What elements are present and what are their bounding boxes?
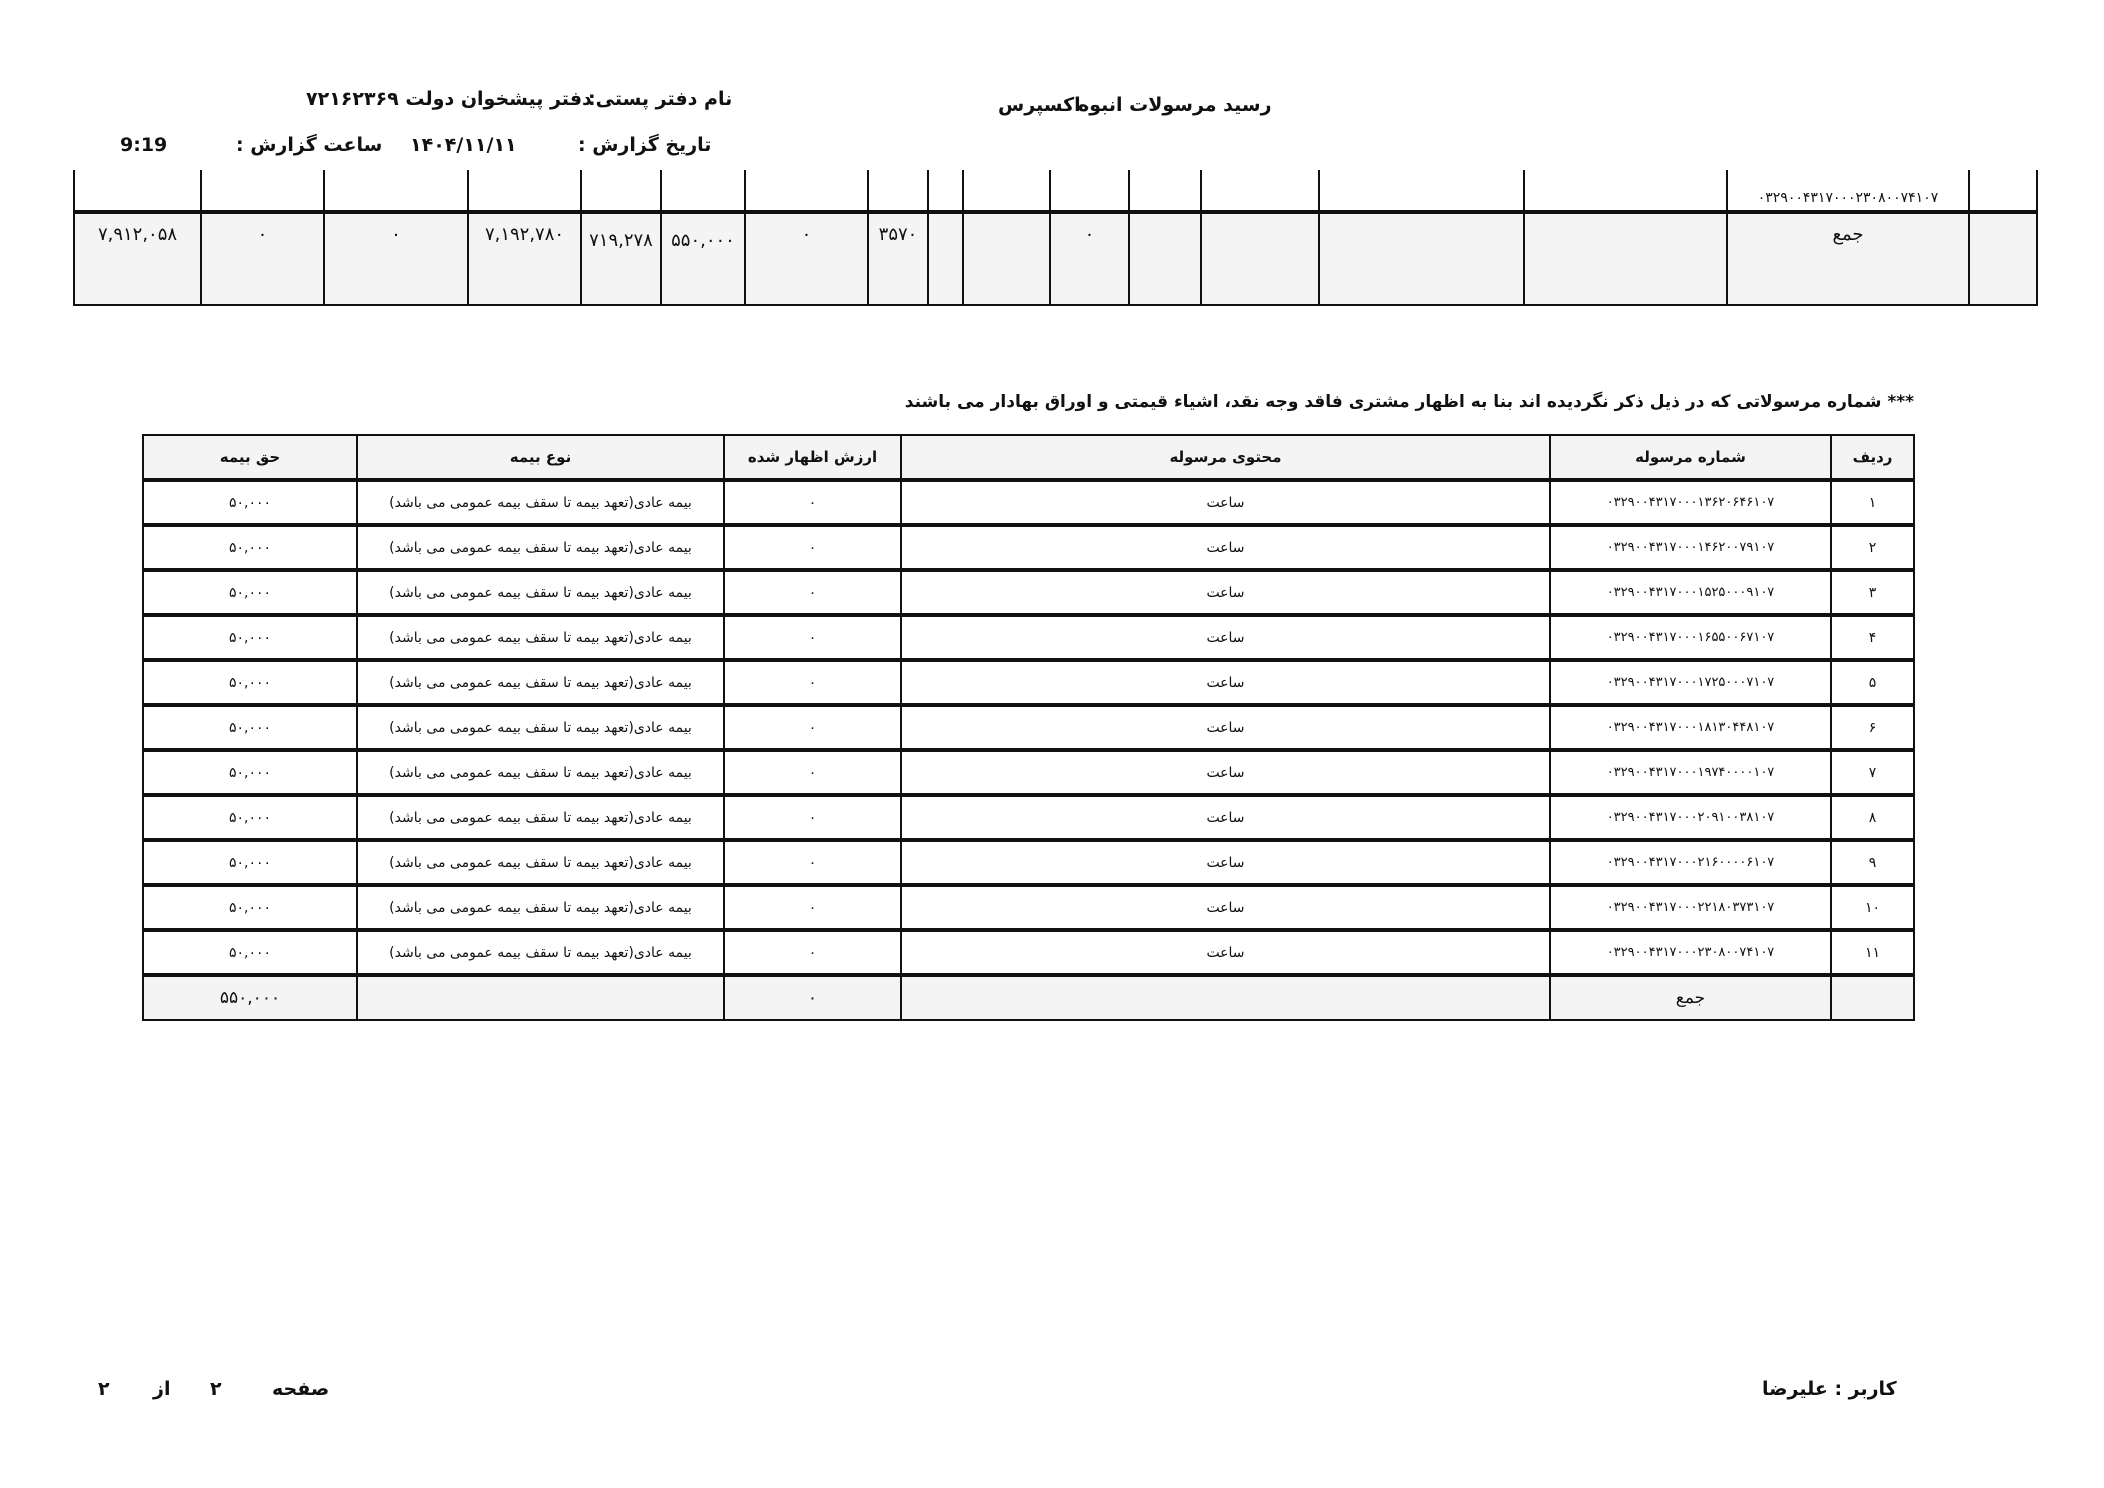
row-no: ۷ <box>1831 750 1914 795</box>
table-row <box>143 885 1914 930</box>
table-row <box>143 840 1914 885</box>
cell <box>963 170 1050 212</box>
content: ساعت <box>901 660 1550 705</box>
report-time-value: 9:19 <box>120 134 168 156</box>
insurance-fee: ۵۰,۰۰۰ <box>143 705 357 750</box>
page-current: ۲ <box>210 1378 222 1400</box>
total-label: جمع <box>1727 212 1969 305</box>
declared-value: ۰ <box>724 795 901 840</box>
content: ساعت <box>901 615 1550 660</box>
insurance-type: بیمه عادی(تعهد بیمه تا سقف بیمه عمومی می باشد) <box>357 660 724 705</box>
column-header-insurance-fee: حق بیمه <box>143 435 357 480</box>
insurance-type: بیمه عادی(تعهد بیمه تا سقف بیمه عمومی می باشد) <box>357 525 724 570</box>
declared-value: ۰ <box>724 705 901 750</box>
insurance-fee: ۵۰,۰۰۰ <box>143 885 357 930</box>
total-label: جمع <box>1550 975 1831 1020</box>
cell <box>74 170 201 212</box>
previous-row <box>74 170 2037 212</box>
tracking-number: ۰۳۲۹۰۰۴۳۱۷۰۰۰۱۹۷۴۰۰۰۰۱۰۷ <box>1550 750 1831 795</box>
user-name: علیرضا <box>1762 1378 1828 1400</box>
insurance-type: بیمه عادی(تعهد بیمه تا سقف بیمه عمومی می باشد) <box>357 480 724 525</box>
content: ساعت <box>901 930 1550 975</box>
carryover-table <box>73 170 2038 306</box>
tracking-number: ۰۳۲۹۰۰۴۳۱۷۰۰۰۱۶۵۵۰۰۶۷۱۰۷ <box>1550 615 1831 660</box>
cell <box>581 170 661 212</box>
cell <box>1201 170 1319 212</box>
column-header-insurance-type: نوع بیمه <box>357 435 724 480</box>
row-no: ۵ <box>1831 660 1914 705</box>
total-postage: ۷,۱۹۲,۷۸۰ <box>468 212 581 305</box>
tracking-number: ۰۳۲۹۰۰۴۳۱۷۰۰۰۲۱۶۰۰۰۰۶۱۰۷ <box>1550 840 1831 885</box>
total-declared-value: ۰ <box>724 975 901 1020</box>
tracking-number: ۰۳۲۹۰۰۴۳۱۷۰۰۰۲۰۹۱۰۰۳۸۱۰۷ <box>1550 795 1831 840</box>
insurance-fee: ۵۰,۰۰۰ <box>143 660 357 705</box>
insurance-type: بیمه عادی(تعهد بیمه تا سقف بیمه عمومی می باشد) <box>357 885 724 930</box>
cell <box>963 212 1050 305</box>
insurance-fee: ۵۰,۰۰۰ <box>143 930 357 975</box>
content: ساعت <box>901 705 1550 750</box>
content: ساعت <box>901 750 1550 795</box>
insurance-type: بیمه عادی(تعهد بیمه تا سقف بیمه عمومی می باشد) <box>357 930 724 975</box>
row-no: ۹ <box>1831 840 1914 885</box>
page-total: ۲ <box>98 1378 110 1400</box>
cell <box>1524 170 1727 212</box>
cell <box>868 170 928 212</box>
insurance-fee: ۵۰,۰۰۰ <box>143 615 357 660</box>
carryover-total-row <box>74 212 2037 305</box>
tracking-number: ۰۳۲۹۰۰۴۳۱۷۰۰۰۱۷۲۵۰۰۰۷۱۰۷ <box>1550 660 1831 705</box>
declared-value: ۰ <box>724 885 901 930</box>
content: ساعت <box>901 885 1550 930</box>
cell <box>901 975 1550 1020</box>
tracking-number: ۰۳۲۹۰۰۴۳۱۷۰۰۰۱۸۱۳۰۴۴۸۱۰۷ <box>1550 705 1831 750</box>
total-zero-3: ۰ <box>201 212 324 305</box>
column-header-row-no: ردیف <box>1831 435 1914 480</box>
column-header-content: محتوی مرسوله <box>901 435 1550 480</box>
declared-value: ۰ <box>724 525 901 570</box>
cell <box>928 170 963 212</box>
column-header-declared-value: ارزش اظهار شده <box>724 435 901 480</box>
cell <box>1050 170 1129 212</box>
cell <box>661 170 745 212</box>
table-row <box>143 525 1914 570</box>
user-label: کاربر : <box>1834 1378 1897 1400</box>
table-row <box>143 615 1914 660</box>
row-no: ۴ <box>1831 615 1914 660</box>
content: ساعت <box>901 480 1550 525</box>
table-row <box>143 930 1914 975</box>
table-row <box>143 660 1914 705</box>
row-no: ۱۰ <box>1831 885 1914 930</box>
total-zero-1: ۰ <box>745 212 868 305</box>
cell <box>1129 170 1201 212</box>
cell <box>1969 212 2037 305</box>
table-row <box>143 750 1914 795</box>
cell <box>1129 212 1201 305</box>
report-time-label: ساعت گزارش : <box>236 134 383 156</box>
grand-total: ۷,۹۱۲,۰۵۸ <box>74 212 201 305</box>
cell <box>1319 170 1524 212</box>
insurance-fee: ۵۰,۰۰۰ <box>143 750 357 795</box>
insurance-fee: ۵۰,۰۰۰ <box>143 570 357 615</box>
insurance-fee: ۵۰,۰۰۰ <box>143 840 357 885</box>
footer-user <box>1762 1378 1897 1400</box>
row-no: ۶ <box>1831 705 1914 750</box>
table-row <box>143 570 1914 615</box>
report-date-label: تاریخ گزارش : <box>578 134 712 156</box>
tracking-number: ۰۳۲۹۰۰۴۳۱۷۰۰۰۱۳۶۲۰۶۴۶۱۰۷ <box>1550 480 1831 525</box>
previous-tracking-number: ۰۳۲۹۰۰۴۳۱۷۰۰۰۲۳۰۸۰۰۷۴۱۰۷ <box>1727 170 1969 212</box>
report-title <box>1078 94 1272 116</box>
declared-value: ۰ <box>724 480 901 525</box>
report-title-text: رسید مرسولات انبوه <box>1078 94 1272 116</box>
cell <box>468 170 581 212</box>
insurance-type: بیمه عادی(تعهد بیمه تا سقف بیمه عمومی می باشد) <box>357 795 724 840</box>
content: ساعت <box>901 525 1550 570</box>
cell <box>1319 212 1524 305</box>
page-of: از <box>153 1378 171 1400</box>
insurance-type: بیمه عادی(تعهد بیمه تا سقف بیمه عمومی می باشد) <box>357 840 724 885</box>
content: ساعت <box>901 840 1550 885</box>
table-row <box>143 705 1914 750</box>
column-header-tracking-number: شماره مرسوله <box>1550 435 1831 480</box>
declared-value: ۰ <box>724 930 901 975</box>
total-insurance: ۵۵۰,۰۰۰ <box>661 212 745 305</box>
row-no: ۲ <box>1831 525 1914 570</box>
declared-value: ۰ <box>724 660 901 705</box>
total-insurance-fee: ۵۵۰,۰۰۰ <box>143 975 357 1020</box>
insurance-type: بیمه عادی(تعهد بیمه تا سقف بیمه عمومی می باشد) <box>357 615 724 660</box>
total-count-zero: ۰ <box>1050 212 1129 305</box>
report-date-value: ۱۴۰۴/۱۱/۱۱ <box>410 134 517 156</box>
row-no: ۳ <box>1831 570 1914 615</box>
cell <box>1524 212 1727 305</box>
declared-items-total-row <box>143 975 1914 1020</box>
table-row <box>143 480 1914 525</box>
cell <box>928 212 963 305</box>
office-label: نام دفتر پستی: <box>588 88 733 110</box>
declared-value: ۰ <box>724 570 901 615</box>
insurance-fee: ۵۰,۰۰۰ <box>143 525 357 570</box>
total-zero-2: ۰ <box>324 212 468 305</box>
row-no: ۱ <box>1831 480 1914 525</box>
declared-value: ۰ <box>724 840 901 885</box>
tracking-number: ۰۳۲۹۰۰۴۳۱۷۰۰۰۲۲۱۸۰۳۷۳۱۰۷ <box>1550 885 1831 930</box>
declared-value: ۰ <box>724 750 901 795</box>
cell <box>1201 212 1319 305</box>
insurance-fee: ۵۰,۰۰۰ <box>143 795 357 840</box>
content: ساعت <box>901 795 1550 840</box>
page-label: صفحه <box>272 1378 330 1400</box>
insurance-type: بیمه عادی(تعهد بیمه تا سقف بیمه عمومی می باشد) <box>357 750 724 795</box>
declared-items-table <box>142 434 1915 1021</box>
row-no: ۸ <box>1831 795 1914 840</box>
cell <box>324 170 468 212</box>
office-name: دفتر پیشخوان دولت ۷۲۱۶۲۳۶۹ <box>306 88 592 110</box>
cell <box>1969 170 2037 212</box>
cell <box>201 170 324 212</box>
cell <box>1831 975 1914 1020</box>
tracking-number: ۰۳۲۹۰۰۴۳۱۷۰۰۰۱۴۶۲۰۰۷۹۱۰۷ <box>1550 525 1831 570</box>
service-type: اکسپرس <box>998 94 1081 116</box>
declared-items-note: *** شماره مرسولاتی که در ذیل ذکر نگردیده اند بنا به اظهار مشتری فاقد وجه نقد، اشیاء قیمتی و اوراق بهادار می باشند <box>904 392 1914 412</box>
table-row <box>143 795 1914 840</box>
total-tax: ۷۱۹,۲۷۸ <box>581 212 661 305</box>
total-weight: ۳۵۷۰ <box>868 212 928 305</box>
cell <box>745 170 868 212</box>
cell <box>357 975 724 1020</box>
tracking-number: ۰۳۲۹۰۰۴۳۱۷۰۰۰۲۳۰۸۰۰۷۴۱۰۷ <box>1550 930 1831 975</box>
row-no: ۱۱ <box>1831 930 1914 975</box>
insurance-type: بیمه عادی(تعهد بیمه تا سقف بیمه عمومی می باشد) <box>357 705 724 750</box>
declared-value: ۰ <box>724 615 901 660</box>
insurance-type: بیمه عادی(تعهد بیمه تا سقف بیمه عمومی می باشد) <box>357 570 724 615</box>
header-row <box>143 435 1914 480</box>
tracking-number: ۰۳۲۹۰۰۴۳۱۷۰۰۰۱۵۲۵۰۰۰۹۱۰۷ <box>1550 570 1831 615</box>
insurance-fee: ۵۰,۰۰۰ <box>143 480 357 525</box>
content: ساعت <box>901 570 1550 615</box>
